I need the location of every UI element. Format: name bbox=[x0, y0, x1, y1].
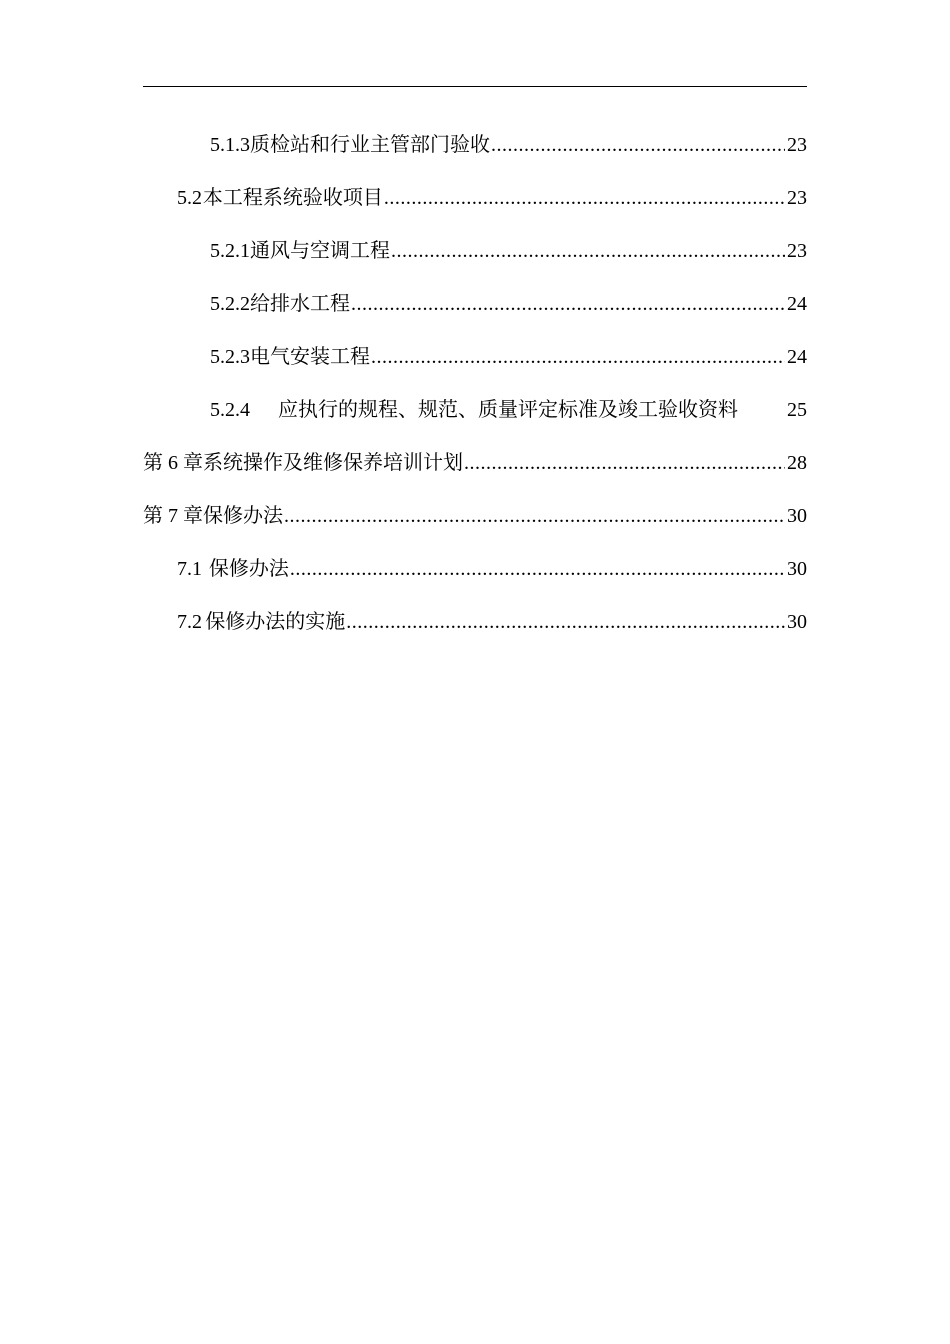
toc-entry-page: 30 bbox=[787, 505, 807, 527]
toc-entry-title: 系统操作及维修保养培训计划 bbox=[203, 450, 463, 474]
toc-entry-title: 电气安装工程 bbox=[250, 344, 370, 368]
toc-entry-number: 第 6 章 bbox=[143, 452, 203, 474]
toc-entry-number: 第 7 章 bbox=[143, 505, 203, 527]
toc-entry-page: 24 bbox=[787, 346, 807, 368]
toc-entry-title: 保修办法 bbox=[203, 503, 283, 527]
toc-entry-title: 应执行的规程、规范、质量评定标准及竣工验收资料 bbox=[278, 397, 738, 421]
toc-entry[interactable] bbox=[143, 171, 807, 224]
toc-entry-number: 5.1.3 bbox=[210, 134, 250, 156]
toc-entry-title: 给排水工程 bbox=[250, 291, 350, 315]
toc-entry[interactable] bbox=[143, 277, 807, 330]
toc-entry-page: 23 bbox=[787, 187, 807, 209]
toc-entry-page: 23 bbox=[787, 134, 807, 156]
toc-dot-leader bbox=[384, 172, 785, 225]
toc-entry-page: 30 bbox=[787, 558, 807, 580]
toc-entry-number: 5.2.1 bbox=[210, 240, 250, 262]
toc-entry-page: 30 bbox=[787, 611, 807, 633]
toc-entry-title: 保修办法 bbox=[208, 556, 289, 580]
toc-entry[interactable] bbox=[143, 595, 807, 648]
toc-entry[interactable] bbox=[143, 118, 807, 171]
toc-dot-leader bbox=[391, 225, 785, 278]
toc-entry-number: 5.2.4 bbox=[210, 399, 250, 421]
toc-entry-page: 28 bbox=[787, 452, 807, 474]
toc-dot-leader bbox=[351, 278, 785, 331]
toc-entry-number: 7.2 bbox=[177, 611, 202, 633]
header-rule bbox=[143, 86, 807, 87]
table-of-contents bbox=[143, 118, 807, 648]
toc-dot-leader bbox=[346, 596, 785, 649]
toc-entry[interactable] bbox=[143, 330, 807, 383]
toc-entry[interactable] bbox=[143, 489, 807, 542]
toc-entry[interactable] bbox=[143, 383, 807, 436]
toc-entry-number: 5.2.2 bbox=[210, 293, 250, 315]
toc-entry-number: 5.2 bbox=[177, 187, 202, 209]
toc-entry-title: 通风与空调工程 bbox=[250, 238, 390, 262]
toc-entry-number: 5.2.3 bbox=[210, 346, 250, 368]
toc-entry-title: 保修办法的实施 bbox=[205, 609, 346, 633]
toc-entry-page: 25 bbox=[787, 399, 807, 421]
toc-dot-leader bbox=[284, 490, 785, 543]
toc-entry-number: 7.1 bbox=[177, 558, 202, 580]
toc-dot-leader bbox=[464, 437, 785, 490]
toc-dot-leader bbox=[371, 331, 785, 384]
toc-dot-leader bbox=[290, 543, 785, 596]
toc-entry-title: 质检站和行业主管部门验收 bbox=[250, 132, 490, 156]
toc-entry-page: 24 bbox=[787, 293, 807, 315]
toc-entry-page: 23 bbox=[787, 240, 807, 262]
toc-entry-title: 本工程系统验收项目 bbox=[202, 185, 383, 209]
toc-entry[interactable] bbox=[143, 224, 807, 277]
toc-dot-leader bbox=[491, 119, 785, 172]
toc-entry[interactable] bbox=[143, 436, 807, 489]
toc-entry[interactable] bbox=[143, 542, 807, 595]
